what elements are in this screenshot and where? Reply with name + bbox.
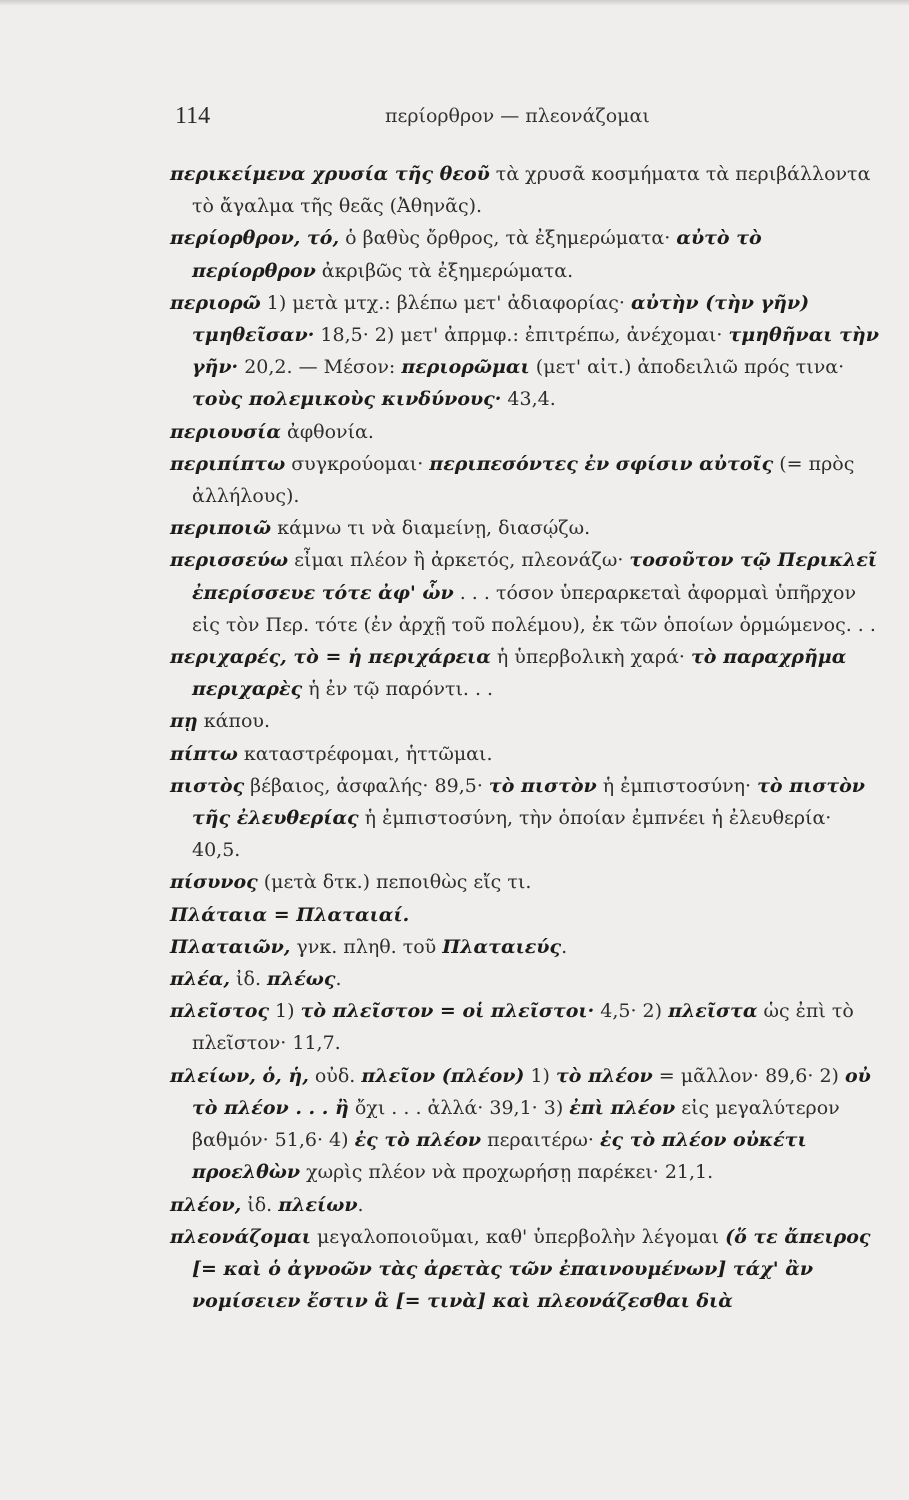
entry-definition: 1) μετὰ μτχ.: βλέπω μετ' ἀδιαφορίας· <box>260 291 632 314</box>
entry-pipto <box>170 738 880 770</box>
entry-definition: οὐδ. <box>308 1064 362 1087</box>
entry-definition: ἰδ. <box>241 1193 279 1216</box>
entry-pistos <box>170 770 880 867</box>
entry-example: πλέως <box>267 968 336 991</box>
entry-definition: γνκ. πληθ. τοῦ <box>290 935 443 958</box>
entry-definition-tail: περαιτέρω· <box>481 1129 600 1152</box>
entry-headword: πιστὸς <box>170 774 245 797</box>
entry-definition-tail: (μετ' αἰτ.) ἀποδειλιῶ πρός τινα· <box>529 356 845 379</box>
entry-definition: τὰ χρυσᾶ κοσμήματα τὰ περιβάλλοντα τὸ ἄγαλμα τῆς θεᾶς (Ἀθηνᾶς). <box>192 163 871 218</box>
entry-definition-tail: . . . τόσον ὑπεραρκεταὶ ἀφορμαὶ ὑπῆρχον εἰς τὸν Περ. τότε (ἐν ἀρχῇ τοῦ πολέμου), ἐκ τῶν ὁποίων ὁρμώμενος. . . <box>192 581 876 636</box>
entry-headword: πλέα, <box>170 968 231 991</box>
entry-definition-tail: ἡ ἐν τῷ παρόντι. . . <box>302 678 494 701</box>
entry-example: οὐ τὸ πλέον . . . ἢ <box>192 1064 871 1119</box>
entry-headword: πλεονάζομαι <box>170 1225 311 1248</box>
entry-perioro <box>170 287 880 416</box>
entry-headword: περιχαρές, τὸ = ἡ περιχάρεια <box>170 646 491 669</box>
entry-example: τὸ πιστὸν τῆς ἐλευθερίας <box>192 774 865 830</box>
entry-periousia <box>170 416 880 448</box>
entry-definition-tail: 4,5· 2) <box>594 1000 669 1023</box>
entry-headword: περιουσία <box>170 420 281 443</box>
entry-definition-tail: ὄχι . . . ἀλλά· 39,1· 3) <box>348 1096 570 1119</box>
page-header <box>175 103 875 133</box>
entry-definition: 1) <box>269 1000 301 1023</box>
entry-definition-tail: 20,2. — Μέσον: <box>238 356 402 379</box>
entry-perisseuo <box>170 544 880 641</box>
entry-pleion <box>170 1060 880 1189</box>
entry-example: ἐπὶ πλέον <box>569 1096 676 1119</box>
entry-example: τοὺς πολεμικοὺς κινδύνους· <box>192 388 502 411</box>
entry-plea <box>170 963 880 995</box>
entry-pleon <box>170 1189 880 1221</box>
entry-definition: ἀφθονία. <box>280 420 374 443</box>
entry-plataia <box>170 899 880 931</box>
entry-definition: καταστρέφομαι, ἡττῶμαι. <box>237 742 493 765</box>
entry-headword: πίσυνος <box>170 871 258 894</box>
entry-headword: πλεῖστος <box>170 1000 270 1023</box>
entry-pe <box>170 705 880 737</box>
entry-example: περιορῶμαι <box>401 356 530 379</box>
entry-definition-tail: 43,4. <box>501 388 556 411</box>
entry-periorthron <box>170 222 880 286</box>
entry-definition: ἰδ. <box>230 968 268 991</box>
entry-example: τὸ πιστὸν <box>488 774 597 797</box>
entry-definition-tail: . <box>561 935 568 958</box>
entry-definition-tail: (= πρὸς ἀλλήλους). <box>192 452 855 508</box>
entry-headword: περιποιῶ <box>170 517 272 540</box>
entry-definition-tail: χωρὶς πλέον νὰ προχωρήσῃ παρέκει· 21,1. <box>300 1161 714 1184</box>
entry-example: αὐτὴν (τὴν γῆν) τμηθεῖσαν· <box>192 291 810 347</box>
entry-definition: μεγαλοποιοῦμαι, καθ' ὑπερβολὴν λέγομαι <box>310 1225 726 1248</box>
entry-definition: κάμνω τι νὰ διαμείνῃ, διασῴζω. <box>271 517 591 540</box>
page-top-edge <box>0 0 909 6</box>
entry-example: πλεῖον (πλέον) <box>361 1064 525 1087</box>
entry-definition-tail: εἰς μεγαλύτερον βαθμόν· 51,6· 4) <box>192 1096 840 1152</box>
entry-example: τὸ πλέον <box>556 1064 653 1087</box>
entry-headword: πῃ <box>170 710 198 733</box>
entry-definition: κάπου. <box>197 710 270 733</box>
entry-definition: βέβαιος, ἀσφαλής· 89,5· <box>244 774 489 797</box>
running-head: περίορθρον — πλεονάζομαι <box>385 105 650 127</box>
entry-pleonazomai <box>170 1221 880 1318</box>
entry-example: αὐτὸ τὸ περίορθρον <box>192 227 762 282</box>
entry-example: περιπεσόντες ἐν σφίσιν αὐτοῖς <box>429 452 774 475</box>
entry-definition-tail: ἡ ἐμπιστοσύνη, τὴν ὁποίαν ἐμπνέει ἡ ἐλευθερία· 40,5. <box>192 807 832 862</box>
dictionary-entries <box>170 158 880 1317</box>
entry-definition: ὁ βαθὺς ὄρθρος, τὰ ἐξημερώματα· <box>339 227 677 250</box>
entry-headword: πλέον, <box>170 1193 242 1216</box>
entry-example: τὸ παραχρῆμα περιχαρὲς <box>192 646 847 701</box>
entry-pisynos <box>170 866 880 898</box>
entry-definition-tail: = μᾶλλον· 89,6· 2) <box>652 1064 845 1087</box>
page-number: 114 <box>175 103 211 129</box>
entry-headword: περιορῶ <box>170 291 261 314</box>
entry-example: (ὅ τε ἄπειρος [= καὶ ὁ ἀγνοῶν τὰς ἀρετὰς τῶν ἐπαινουμένων] τάχ' ἂν νομίσειεν ἔστιν ἃ [= τινὰ] καὶ πλεονάζεσθαι διὰ <box>192 1225 871 1313</box>
entry-headword: περιπίπτω <box>170 452 286 475</box>
entry-definition-tail: ὡς ἐπὶ τὸ πλεῖστον· 11,7. <box>192 1000 854 1055</box>
entry-example: τμηθῆναι τὴν γῆν· <box>192 324 879 379</box>
entry-pleistos <box>170 995 880 1059</box>
entry-definition: εἶμαι πλέον ἢ ἀρκετός, πλεονάζω· <box>288 549 630 572</box>
entry-definition-tail: ἡ ἐμπιστοσύνη· <box>596 774 758 797</box>
entry-definition: ἡ ὑπερβολικὴ χαρά· <box>490 646 691 669</box>
entry-peripoio <box>170 512 880 544</box>
entry-definition-tail: ἀκριβῶς τὰ ἐξημερώματα. <box>315 259 574 282</box>
entry-perikeimena <box>170 158 880 222</box>
entry-example: τοσοῦτον τῷ Περικλεῖ ἐπερίσσευε τότε ἀφ' ὧν <box>192 549 878 604</box>
entry-definition-tail: . <box>335 968 342 991</box>
entry-headword: περικείμενα χρυσία τῆς θεοῦ <box>170 163 490 185</box>
entry-headword: πίπτω <box>170 742 238 765</box>
entry-example: τὸ πλεῖστον = οἱ πλεῖστοι· <box>300 1000 595 1023</box>
entry-headword: περισσεύω <box>170 549 289 572</box>
entry-example: πλείων <box>278 1193 358 1216</box>
entry-plataion <box>170 931 880 963</box>
entry-headword: Πλαταιῶν, <box>170 935 291 958</box>
entry-example: Πλαταιεύς <box>442 935 562 958</box>
entry-example: πλεῖστα <box>668 1000 758 1023</box>
entry-definition-tail: 18,5· 2) μετ' ἀπρμφ.: ἐπιτρέπω, ἀνέχομαι· <box>314 324 729 347</box>
entry-example: ἐς τὸ πλέον οὐκέτι προελθὼν <box>192 1129 807 1184</box>
entry-headword: Πλάταια = Πλαταιαί. <box>170 903 410 926</box>
entry-headword: περίορθρον, τό, <box>170 227 340 250</box>
entry-definition-tail: . <box>357 1193 364 1216</box>
entry-pericharés <box>170 641 880 705</box>
entry-headword: πλείων, ὁ, ἡ, <box>170 1064 309 1087</box>
entry-peripipto <box>170 448 880 512</box>
entry-definition-tail: 1) <box>524 1064 557 1087</box>
entry-definition: συγκρούομαι· <box>285 452 430 475</box>
entry-example: ἐς τὸ πλέον <box>354 1129 482 1152</box>
entry-definition: (μετὰ δτκ.) πεποιθὼς εἴς τι. <box>257 871 532 894</box>
